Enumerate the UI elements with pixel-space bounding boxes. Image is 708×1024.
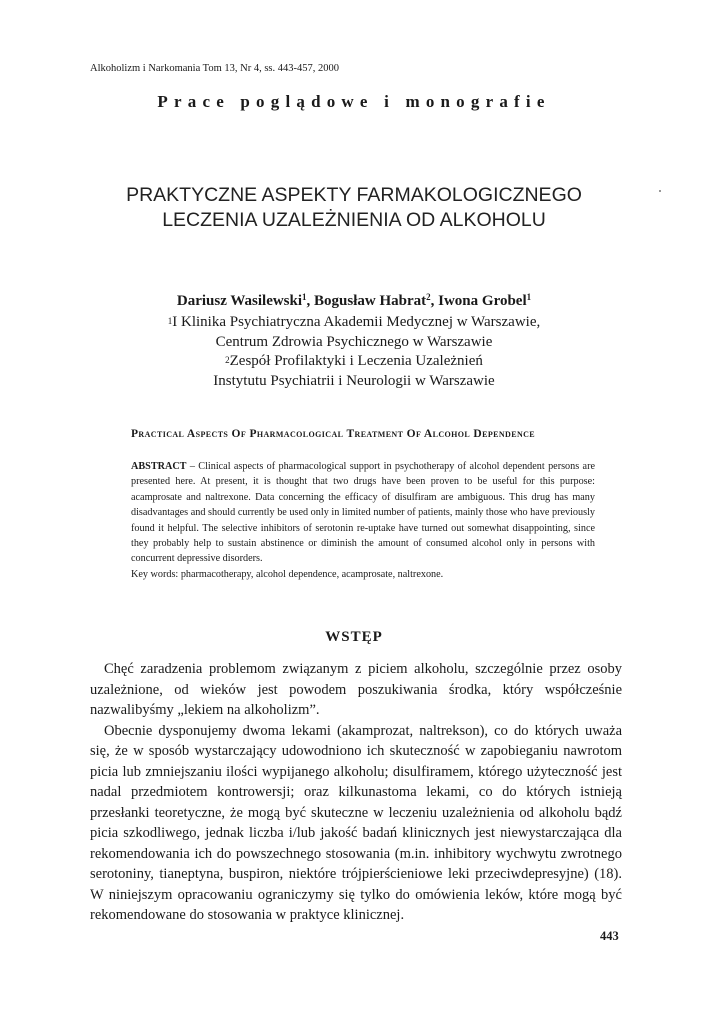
title-line-2: LECZENIA UZALEŻNIENIA OD ALKOHOLU — [162, 209, 546, 231]
paragraph-2: Obecnie dysponujemy dwoma lekami (akamprozat, naltrekson), co do których uważa się, że w sposób wystarczający udowodniono ich skuteczność w zapobieganiu nawrotom picia lub zmniejszaniu ilości wypijanego alkoholu; disulfiramem, którego użyteczność jest nadal przedmiotem kontrowersji; oraz kilkunastoma lekami, co do których istnieją przesłanki teoretyczne, że mogą być skuteczne w leczeniu uzależnienia od alkoholu bądź picia szkodliwego, jednak liczba i/lub jakość badań klinicznych jest niewystarczająca dla rekomendowania ich do powszechnego stosowania (m.in. inhibitory wychwytu zwrotnego serotoniny, tianeptyna, buspiron, niektóre trójpierścieniowe leki przeciwdepresyjne) (18). W niniejszym opracowaniu ograniczymy się tylko do omówienia leków, które mogą być rekomendowane do stosowania w praktyce klinicznej. — [90, 722, 622, 923]
english-title: Practical Aspects Of Pharmacological Treatment Of Alcohol Dependence — [131, 428, 536, 440]
abstract-body — [131, 459, 595, 567]
affiliation-2-text: Zespół Profilaktyki i Leczenia Uzależnień — [229, 353, 483, 370]
affiliation-1-mark: 1 — [167, 316, 173, 326]
intro-heading: WSTĘP — [325, 629, 383, 645]
author-3: , Iwona Grobel — [430, 293, 527, 309]
author-1: Dariusz Wasilewski — [176, 293, 303, 309]
author-2: , Bogusław Habrat — [306, 293, 427, 309]
keywords-text: pharmacotherapy, alcohol dependence, acamprosate, naltrexone. — [178, 568, 444, 580]
article-title — [0, 183, 708, 233]
page-number: 443 — [600, 929, 619, 943]
affiliation-line-1 — [0, 313, 708, 333]
abstract — [131, 459, 595, 582]
affiliation-2-mark: 2 — [225, 355, 230, 366]
affiliation-line-2: Centrum Zdrowia Psychicznego w Warszawie — [215, 333, 493, 350]
authors — [0, 293, 708, 310]
affiliation-line-4: Instytutu Psychiatrii i Neurologii w Warszawie — [213, 372, 495, 389]
keywords-label: Key words: — [131, 568, 179, 580]
author-1-affil: 1 — [302, 292, 307, 302]
abstract-label: ABSTRACT — [131, 461, 187, 472]
scan-speck — [659, 190, 661, 192]
section-heading: Prace poglądowe i monografie — [157, 92, 551, 111]
author-2-affil: 2 — [426, 292, 431, 302]
title-line-1: PRAKTYCZNE ASPEKTY FARMAKOLOGICZNEGO — [126, 184, 582, 206]
affiliations — [0, 313, 708, 391]
paragraph-1: Chęć zaradzenia problemom związanym z piciem alkoholu, szczególnie przez osoby uzależnione, od wieków jest powodem poszukiwania środka, który współcześnie nazwalibyśmy „lekiem na alkoholizm”. — [90, 661, 622, 718]
author-3-affil: 1 — [526, 292, 532, 302]
affiliation-1-text: I Klinika Psychiatryczna Akademii Medycznej w Warszawie, — [172, 314, 541, 330]
body-text — [90, 659, 622, 926]
journal-citation: Alkoholizm i Narkomania Tom 13, Nr 4, ss. 443-457, 2000 — [90, 63, 340, 74]
keywords — [131, 567, 595, 582]
abstract-text: – Clinical aspects of pharmacological support in psychotherapy of alcohol dependent persons are presented here. At present, it is thought that two drugs have been proven to be useful for this purpose: acamprosate and naltrexone. Data concerning the efficacy of disulfiram are ambiguous. This drug has many disadvantages and should currently be used only in limited number of patients, mainly those who have previously found it helpful. The selective inhibitors of serotonin re-uptake have turned out somewhat disappointing, since they probably help to sustain abstinence or diminish the amount of consumed alcohol only in persons with concurrent depressive disorders. — [131, 461, 595, 565]
affiliation-line-3 — [0, 352, 708, 372]
